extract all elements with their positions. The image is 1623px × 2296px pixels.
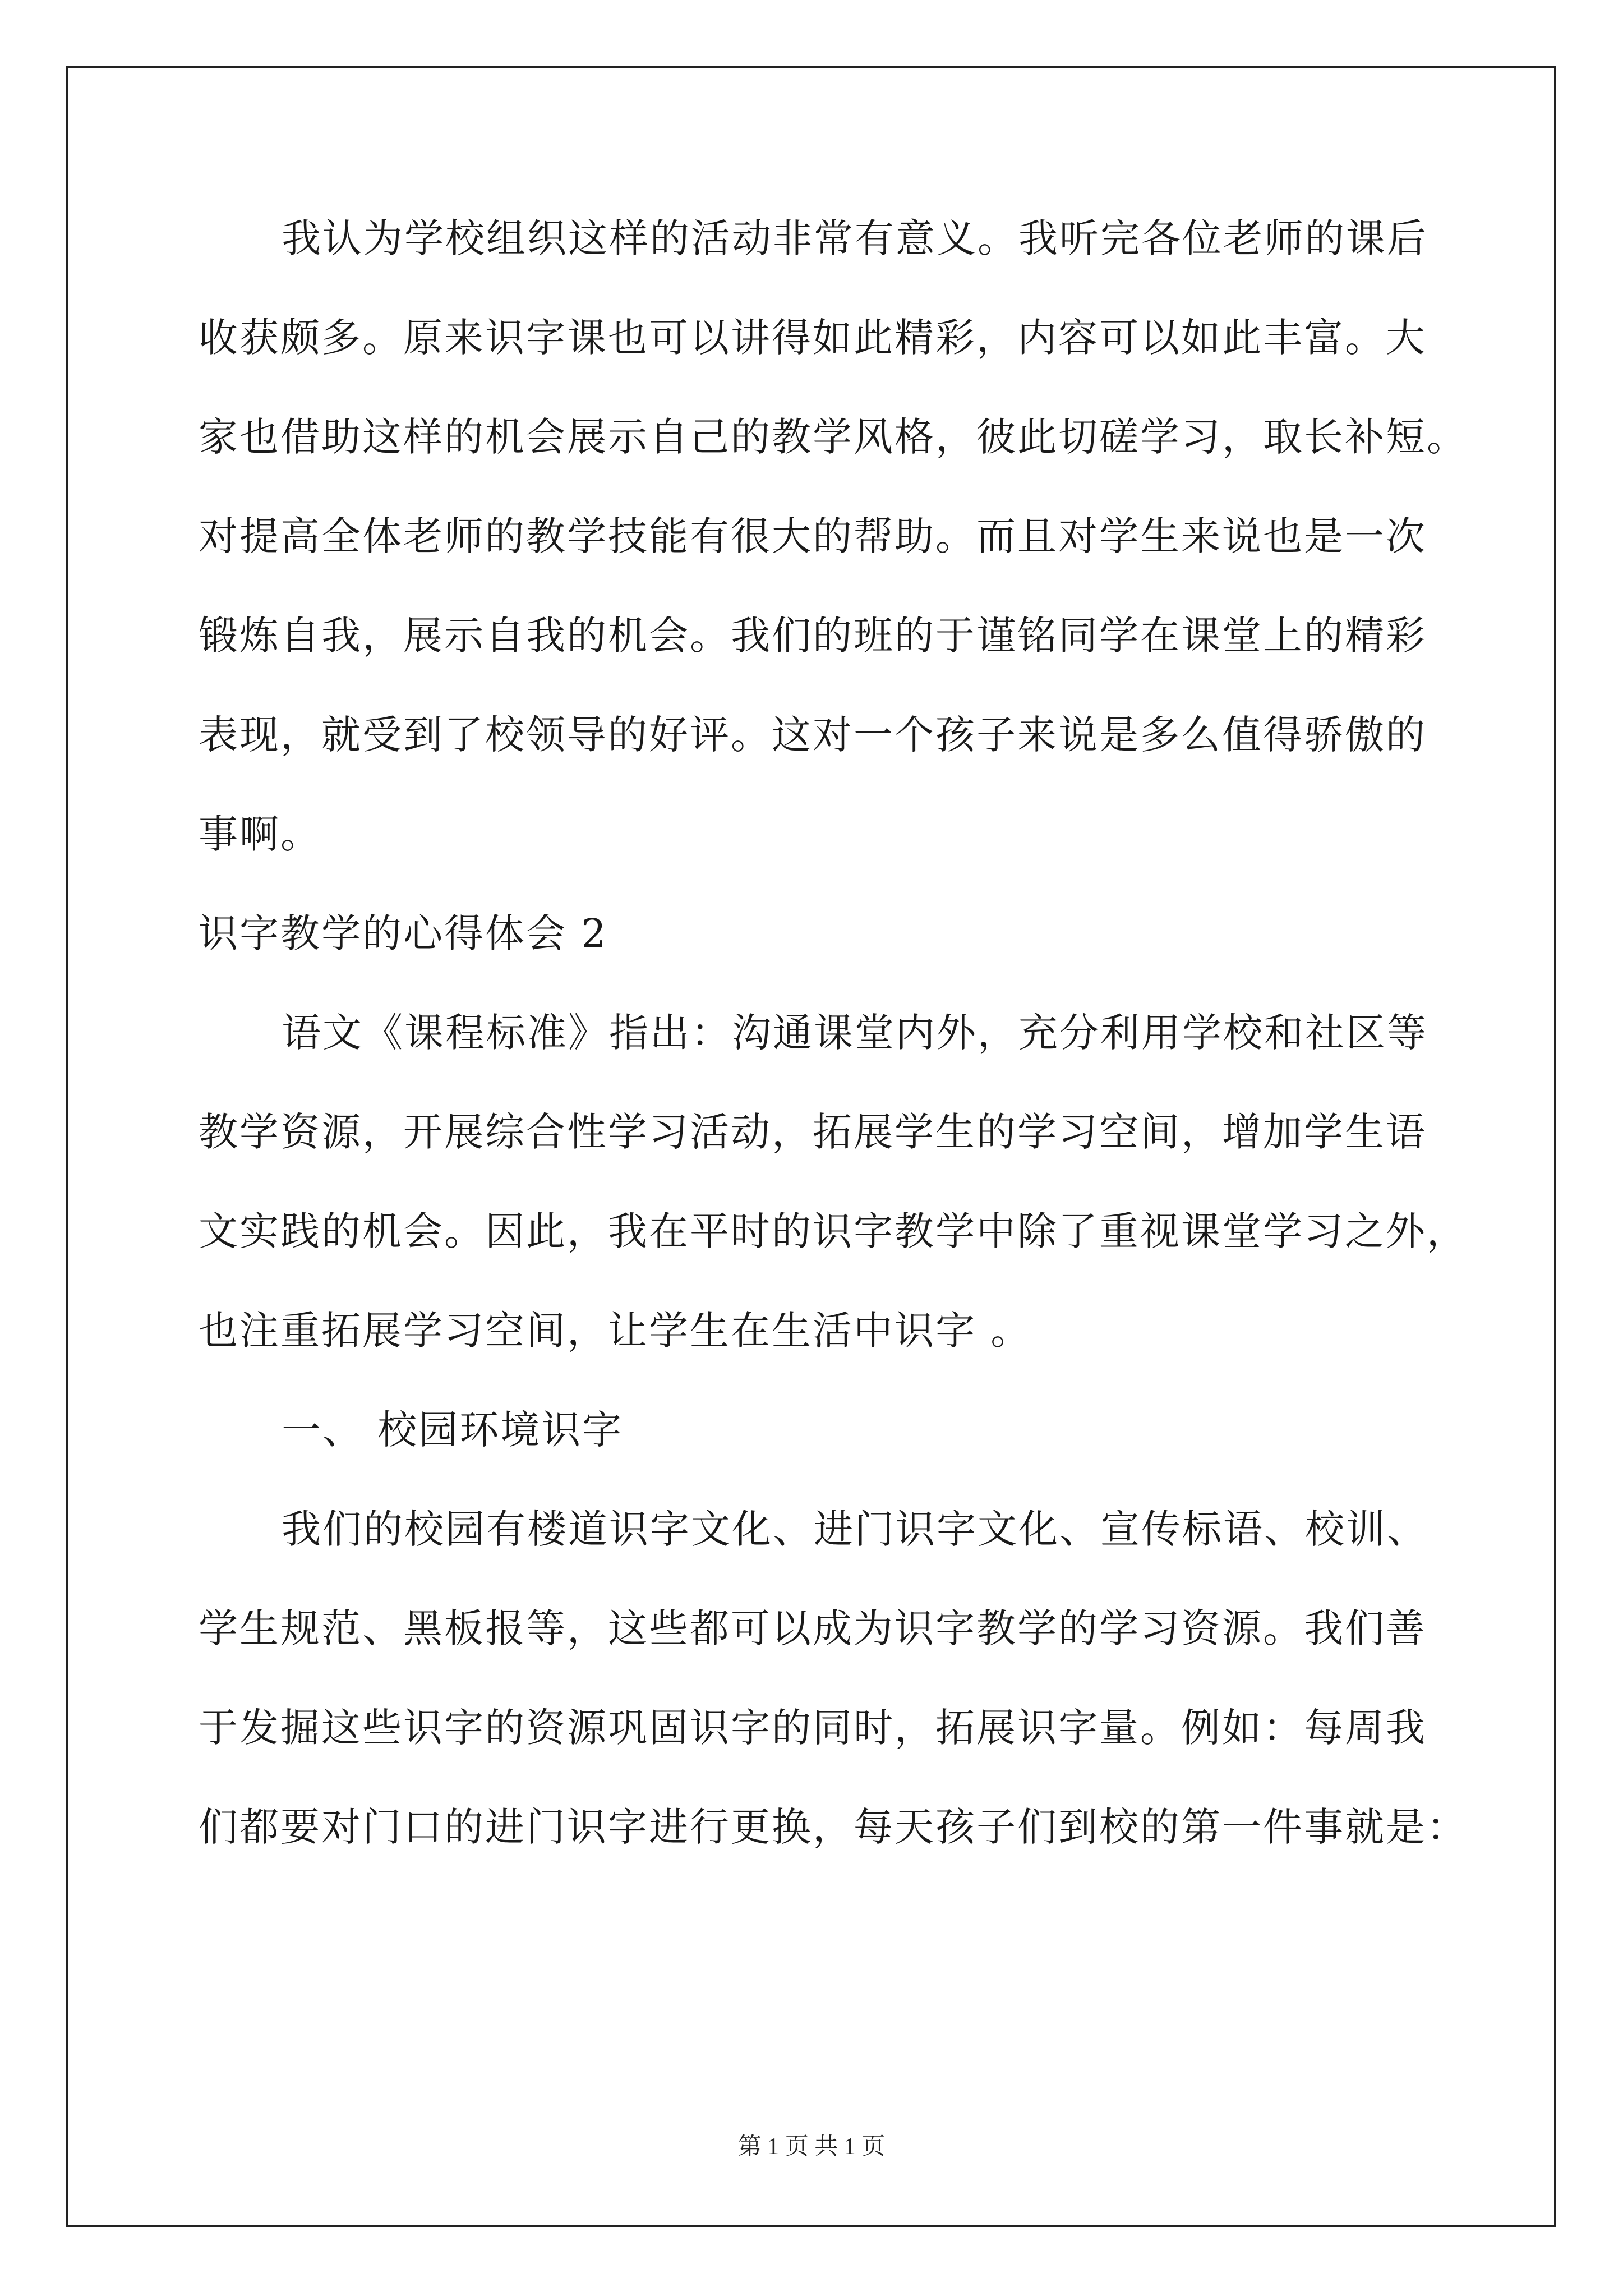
paragraph-line: 事啊。	[199, 811, 321, 857]
subsection-heading: 一、 校园环境识字	[282, 1407, 624, 1453]
paragraph-line: 家也借助这样的机会展示自己的教学风格，彼此切磋学习，取长补短。	[199, 414, 1468, 460]
paragraph-line: 也注重拓展学习空间，让学生在生活中识字 。	[199, 1308, 1032, 1354]
section-heading: 识字教学的心得体会 2	[199, 910, 608, 956]
document-body	[199, 215, 1472, 1907]
paragraph-line: 我认为学校组织这样的活动非常有意义。我听完各位老师的课后	[282, 215, 1428, 261]
paragraph-line: 语文《课程标准》指出：沟通课堂内外，充分利用学校和社区等	[282, 1010, 1428, 1056]
paragraph-line: 锻炼自我，展示自我的机会。我们的班的于谨铭同学在课堂上的精彩	[199, 613, 1427, 659]
paragraph-line: 教学资源，开展综合性学习活动，拓展学生的学习空间，增加学生语	[199, 1109, 1427, 1155]
paragraph-line: 我们的校园有楼道识字文化、进门识字文化、宣传标语、校训、	[282, 1506, 1428, 1552]
paragraph-line: 表现，就受到了校领导的好评。这对一个孩子来说是多么值得骄傲的	[199, 712, 1427, 758]
paragraph-line: 于发掘这些识字的资源巩固识字的同时，拓展识字量。例如：每周我	[199, 1705, 1427, 1751]
paragraph-line: 们都要对门口的进门识字进行更换，每天孩子们到校的第一件事就是：	[199, 1804, 1468, 1850]
page-footer: 第 1 页 共 1 页	[737, 2134, 886, 2160]
paragraph-line: 对提高全体老师的教学技能有很大的帮助。而且对学生来说也是一次	[199, 513, 1427, 559]
paragraph-line: 文实践的机会。因此，我在平时的识字教学中除了重视课堂学习之外，	[199, 1208, 1468, 1254]
paragraph-line: 收获颇多。原来识字课也可以讲得如此精彩，内容可以如此丰富。大	[199, 315, 1427, 361]
paragraph-line: 学生规范、黑板报等，这些都可以成为识字教学的学习资源。我们善	[199, 1605, 1427, 1651]
